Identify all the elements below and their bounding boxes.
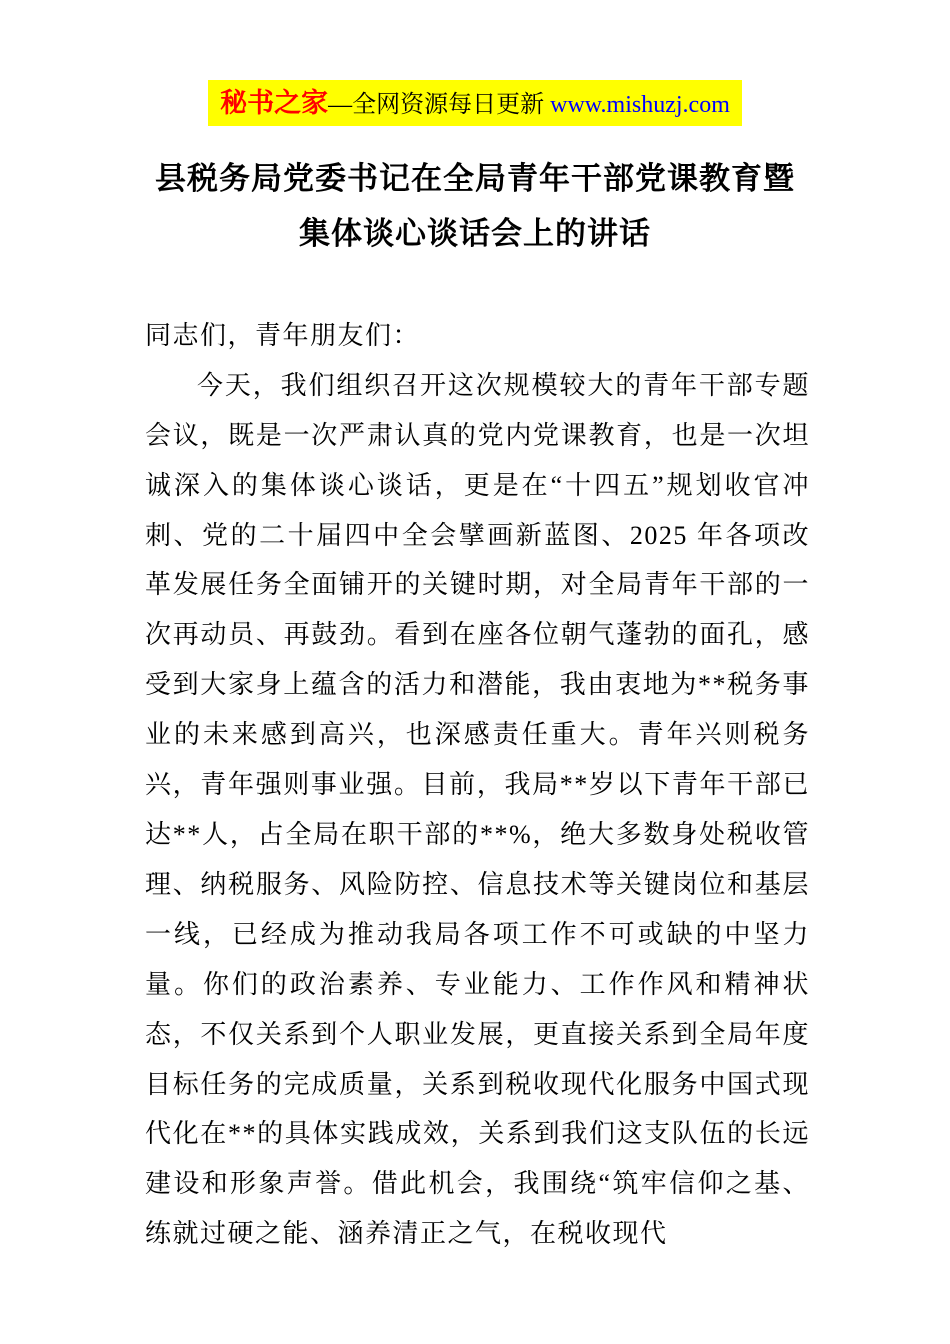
document-title xyxy=(110,152,840,261)
document-body xyxy=(145,311,810,1259)
banner-url-link[interactable]: www.mishuzj.com xyxy=(550,92,730,118)
document-title-line-2: 集体谈心谈话会上的讲话 xyxy=(299,215,651,251)
salutation-line: 同志们，青年朋友们： xyxy=(145,320,421,350)
document-title-line-1: 县税务局党委书记在全局青年干部党课教育暨 xyxy=(155,161,795,197)
banner-tagline-text: —全网资源每日更新 xyxy=(328,92,551,118)
banner-brand-text: 秘书之家 xyxy=(220,88,329,118)
body-paragraph: 今天，我们组织召开这次规模较大的青年干部专题会议，既是一次严肃认真的党内党课教育，也是一次坦诚深入的集体谈心谈话，更是在“十四五”规划收官冲刺、党的二十届四中全会擘画新蓝图、2025 年各项改革发展任务全面铺开的关键时期，对全局青年干部的一次再动员、再鼓劲。看到在座各位朝气蓬勃的面孔，感受到大家身上蕴含的活力和潜能，我由衷地为**税务事业的未来感到高兴，也深感责任重大。青年兴则税务兴，青年强则事业强。目前，我局**岁以下青年干部已达**人，占全局在职干部的**%，绝大多数身处税收管理、纳税服务、风险防控、信息技术等关键岗位和基层一线，已经成为推动我局各项工作不可或缺的中坚力量。你们的政治素养、专业能力、工作作风和精神状态，不仅关系到个人职业发展，更直接关系到全局年度目标任务的完成质量，关系到税收现代化服务中国式现代化在**的具体实践成效，关系到我们这支队伍的长远建设和形象声誉。借此机会，我围绕“筑牢信仰之基、练就过硬之能、涵养清正之气，在税收现代 xyxy=(145,370,810,1249)
header-banner xyxy=(208,80,742,126)
